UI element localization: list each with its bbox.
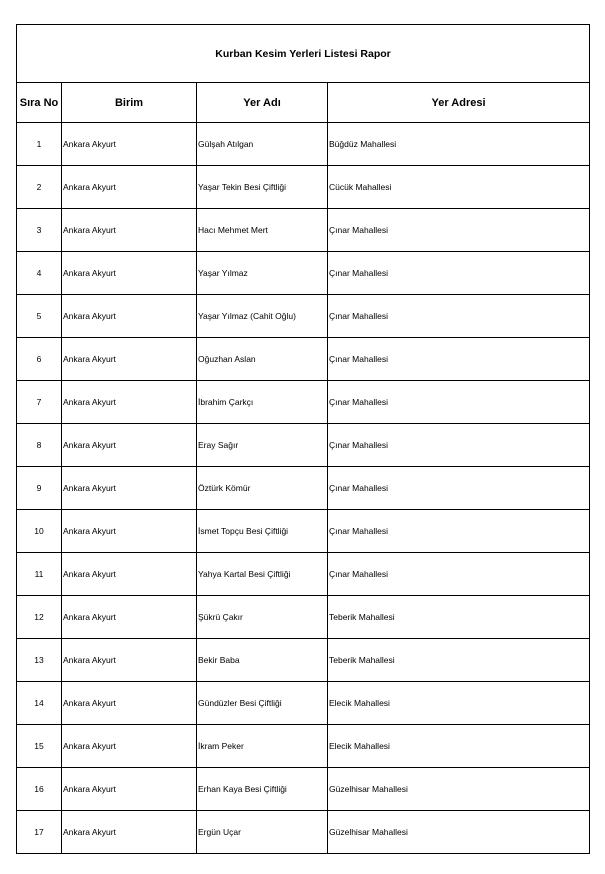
cell-yer-adresi: Teberik Mahallesi (328, 596, 590, 639)
cell-birim: Ankara Akyurt (62, 467, 197, 510)
cell-sira-no: 15 (17, 725, 62, 768)
column-header-yer-adi: Yer Adı (197, 83, 328, 123)
cell-birim: Ankara Akyurt (62, 338, 197, 381)
cell-yer-adresi: Çınar Mahallesi (328, 510, 590, 553)
table-row (17, 596, 590, 639)
cell-sira-no: 11 (17, 553, 62, 596)
table-row (17, 639, 590, 682)
cell-yer-adi: Yahya Kartal Besi Çiftliği (197, 553, 328, 596)
cell-birim: Ankara Akyurt (62, 510, 197, 553)
cell-yer-adresi: Cücük Mahallesi (328, 166, 590, 209)
cell-sira-no: 8 (17, 424, 62, 467)
cell-birim: Ankara Akyurt (62, 553, 197, 596)
cell-birim: Ankara Akyurt (62, 811, 197, 854)
cell-yer-adresi: Çınar Mahallesi (328, 553, 590, 596)
column-header-sira-no: Sıra No (17, 83, 62, 123)
column-header-yer-adresi: Yer Adresi (328, 83, 590, 123)
cell-yer-adi: Eray Sağır (197, 424, 328, 467)
table-row (17, 682, 590, 725)
table-row (17, 252, 590, 295)
table-row (17, 768, 590, 811)
table-row (17, 209, 590, 252)
cell-yer-adresi: Büğdüz Mahallesi (328, 123, 590, 166)
cell-yer-adresi: Çınar Mahallesi (328, 338, 590, 381)
column-header-birim: Birim (62, 83, 197, 123)
table-row (17, 381, 590, 424)
cell-sira-no: 7 (17, 381, 62, 424)
cell-yer-adresi: Çınar Mahallesi (328, 209, 590, 252)
cell-yer-adresi: Elecik Mahallesi (328, 682, 590, 725)
table-row (17, 123, 590, 166)
cell-birim: Ankara Akyurt (62, 252, 197, 295)
cell-yer-adi: İkram Peker (197, 725, 328, 768)
cell-yer-adi: Ergün Uçar (197, 811, 328, 854)
report-table (16, 24, 590, 854)
table-row (17, 166, 590, 209)
cell-birim: Ankara Akyurt (62, 768, 197, 811)
cell-sira-no: 6 (17, 338, 62, 381)
cell-sira-no: 1 (17, 123, 62, 166)
cell-sira-no: 16 (17, 768, 62, 811)
cell-yer-adi: İsmet Topçu Besi Çiftliği (197, 510, 328, 553)
cell-yer-adi: Yaşar Yılmaz (Cahit Oğlu) (197, 295, 328, 338)
table-row (17, 338, 590, 381)
header-row (17, 83, 590, 123)
cell-yer-adi: Gündüzler Besi Çiftliği (197, 682, 328, 725)
cell-sira-no: 3 (17, 209, 62, 252)
cell-birim: Ankara Akyurt (62, 725, 197, 768)
cell-sira-no: 4 (17, 252, 62, 295)
table-row (17, 467, 590, 510)
cell-yer-adresi: Güzelhisar Mahallesi (328, 768, 590, 811)
title-row (17, 25, 590, 83)
cell-yer-adresi: Çınar Mahallesi (328, 295, 590, 338)
table-row (17, 295, 590, 338)
cell-yer-adi: Yaşar Yılmaz (197, 252, 328, 295)
cell-yer-adi: Bekir Baba (197, 639, 328, 682)
cell-sira-no: 12 (17, 596, 62, 639)
cell-sira-no: 10 (17, 510, 62, 553)
cell-sira-no: 13 (17, 639, 62, 682)
table-row (17, 510, 590, 553)
cell-birim: Ankara Akyurt (62, 424, 197, 467)
cell-birim: Ankara Akyurt (62, 123, 197, 166)
table-body (17, 123, 590, 854)
cell-birim: Ankara Akyurt (62, 639, 197, 682)
cell-yer-adi: Hacı Mehmet Mert (197, 209, 328, 252)
cell-sira-no: 14 (17, 682, 62, 725)
cell-birim: Ankara Akyurt (62, 682, 197, 725)
cell-birim: Ankara Akyurt (62, 295, 197, 338)
cell-sira-no: 17 (17, 811, 62, 854)
report-title: Kurban Kesim Yerleri Listesi Rapor (17, 25, 590, 83)
cell-yer-adi: Öztürk Kömür (197, 467, 328, 510)
cell-yer-adi: Yaşar Tekin Besi Çiftliği (197, 166, 328, 209)
cell-yer-adresi: Çınar Mahallesi (328, 424, 590, 467)
cell-yer-adi: İbrahim Çarkçı (197, 381, 328, 424)
cell-yer-adresi: Teberik Mahallesi (328, 639, 590, 682)
cell-yer-adresi: Çınar Mahallesi (328, 381, 590, 424)
table-row (17, 811, 590, 854)
cell-birim: Ankara Akyurt (62, 209, 197, 252)
cell-yer-adresi: Çınar Mahallesi (328, 467, 590, 510)
cell-birim: Ankara Akyurt (62, 596, 197, 639)
cell-yer-adi: Erhan Kaya Besi Çiftliği (197, 768, 328, 811)
cell-sira-no: 2 (17, 166, 62, 209)
cell-yer-adi: Oğuzhan Aslan (197, 338, 328, 381)
cell-sira-no: 5 (17, 295, 62, 338)
table-row (17, 725, 590, 768)
table-row (17, 424, 590, 467)
cell-yer-adresi: Çınar Mahallesi (328, 252, 590, 295)
cell-yer-adi: Şükrü Çakır (197, 596, 328, 639)
cell-birim: Ankara Akyurt (62, 166, 197, 209)
cell-yer-adresi: Elecik Mahallesi (328, 725, 590, 768)
table-row (17, 553, 590, 596)
cell-sira-no: 9 (17, 467, 62, 510)
cell-birim: Ankara Akyurt (62, 381, 197, 424)
cell-yer-adi: Gülşah Atılgan (197, 123, 328, 166)
cell-yer-adresi: Güzelhisar Mahallesi (328, 811, 590, 854)
